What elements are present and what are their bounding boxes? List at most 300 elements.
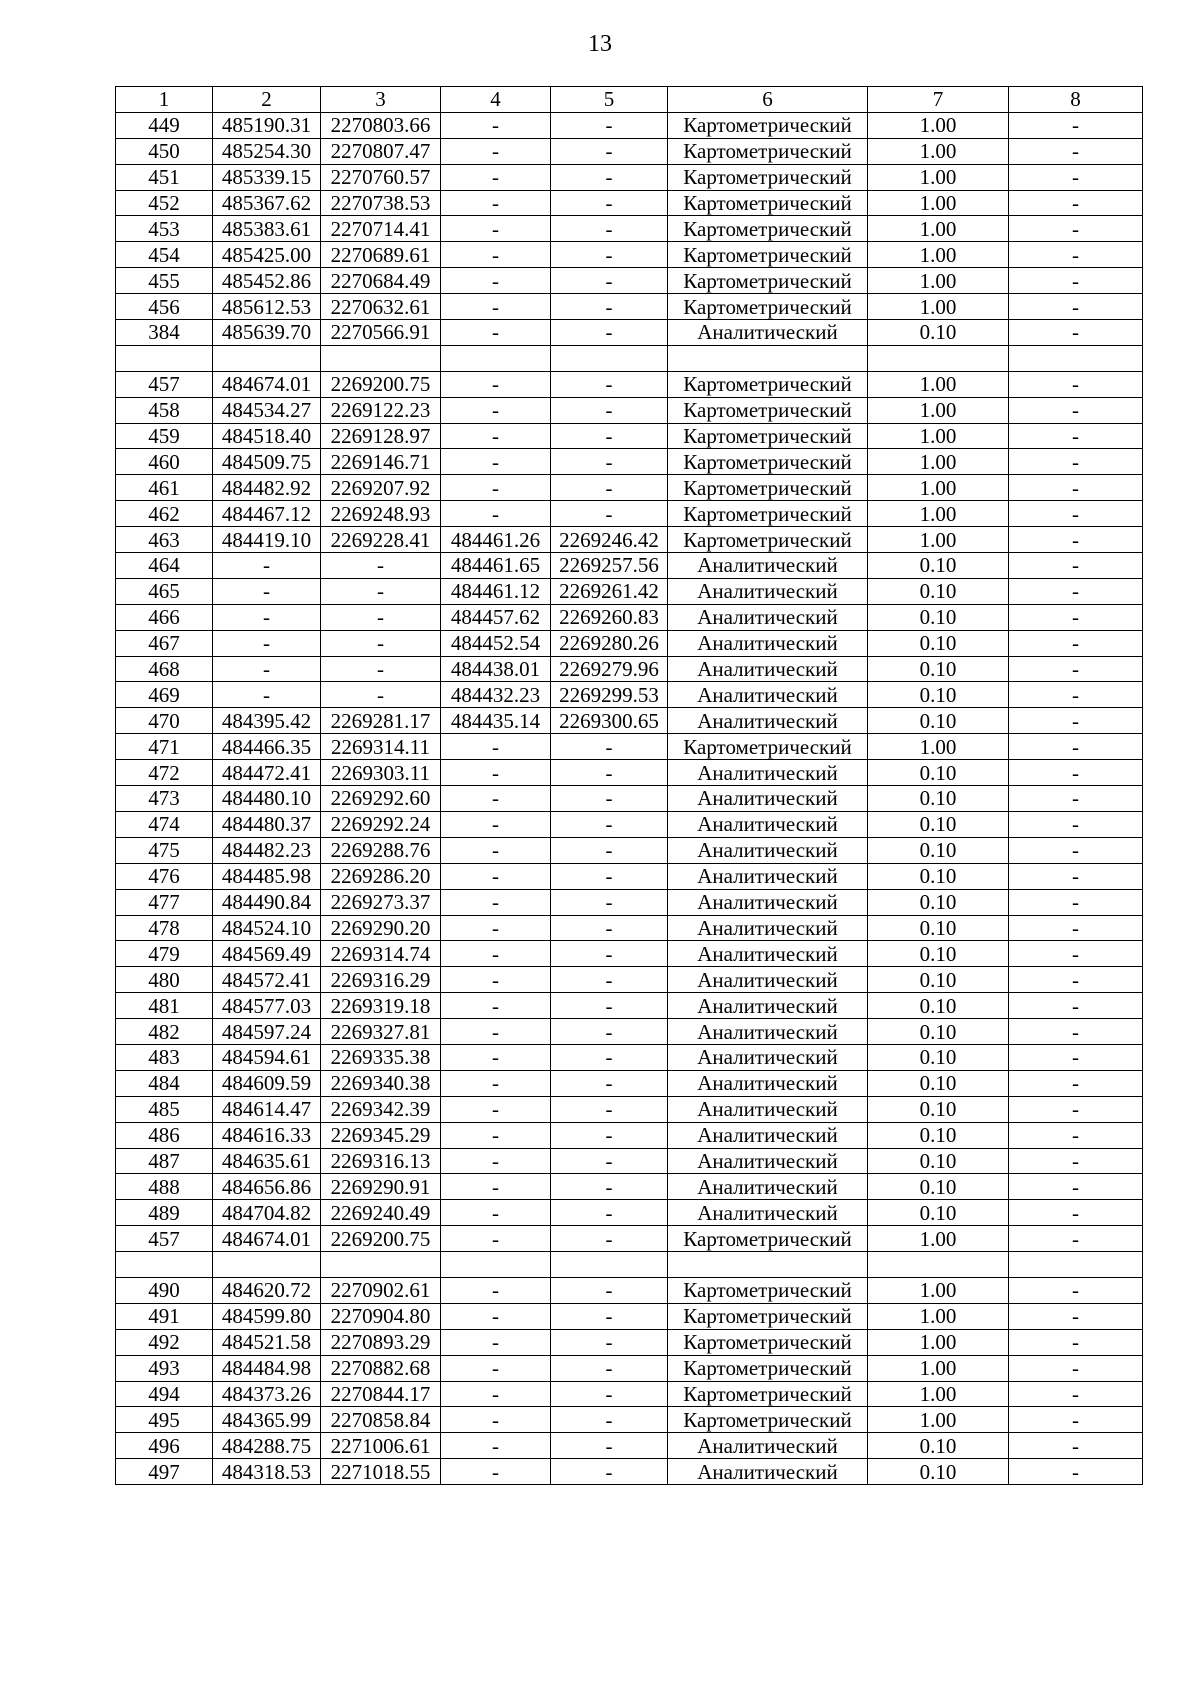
table-cell: 493	[116, 1355, 213, 1381]
table-cell: -	[1009, 889, 1143, 915]
table-cell: -	[1009, 371, 1143, 397]
table-cell: -	[551, 320, 668, 346]
table-cell: 2270689.61	[321, 242, 441, 268]
table-cell: Аналитический	[668, 1019, 868, 1045]
table-cell: -	[551, 1122, 668, 1148]
table-row	[116, 1148, 1143, 1174]
table-cell: -	[1009, 1355, 1143, 1381]
table-cell: 484597.24	[213, 1019, 321, 1045]
table-cell: 462	[116, 501, 213, 527]
table-cell: -	[551, 1277, 668, 1303]
table-cell: Картометрический	[668, 164, 868, 190]
table-cell: 484373.26	[213, 1381, 321, 1407]
table-cell: 2269273.37	[321, 889, 441, 915]
table-cell: 460	[116, 449, 213, 475]
table-row	[116, 1096, 1143, 1122]
table-cell	[213, 1252, 321, 1278]
table-cell: Картометрический	[668, 1407, 868, 1433]
table-cell: -	[1009, 993, 1143, 1019]
table-cell: 484577.03	[213, 993, 321, 1019]
table-cell: 481	[116, 993, 213, 1019]
table-cell: 484635.61	[213, 1148, 321, 1174]
table-cell: -	[1009, 1096, 1143, 1122]
table-cell: 2269290.91	[321, 1174, 441, 1200]
table-cell: 484	[116, 1070, 213, 1096]
table-cell: 478	[116, 915, 213, 941]
table-cell: Картометрический	[668, 1226, 868, 1252]
table-row	[116, 190, 1143, 216]
table-cell: -	[1009, 242, 1143, 268]
table-row	[116, 578, 1143, 604]
table-cell: -	[1009, 112, 1143, 138]
table-cell: 2270714.41	[321, 216, 441, 242]
column-header: 3	[321, 87, 441, 113]
table-row	[116, 1044, 1143, 1070]
table-cell: 1.00	[868, 294, 1009, 320]
table-cell: -	[213, 630, 321, 656]
table-cell: -	[1009, 527, 1143, 553]
table-cell: 2270807.47	[321, 138, 441, 164]
table-cell: 0.10	[868, 760, 1009, 786]
table-cell: -	[441, 1148, 551, 1174]
table-cell: 2270566.91	[321, 320, 441, 346]
table-cell: -	[551, 811, 668, 837]
table-cell: -	[441, 993, 551, 1019]
table-cell: Картометрический	[668, 734, 868, 760]
table-cell	[551, 1252, 668, 1278]
table-row	[116, 1303, 1143, 1329]
table-cell: 0.10	[868, 837, 1009, 863]
table-row	[116, 501, 1143, 527]
table-row	[116, 967, 1143, 993]
table-cell: 488	[116, 1174, 213, 1200]
table-cell: -	[551, 501, 668, 527]
table-cell: 2269260.83	[551, 604, 668, 630]
table-cell: 484438.01	[441, 656, 551, 682]
table-cell: -	[441, 811, 551, 837]
table-cell: 2269207.92	[321, 475, 441, 501]
table-cell: 0.10	[868, 553, 1009, 579]
table-cell: Аналитический	[668, 915, 868, 941]
table-cell: 450	[116, 138, 213, 164]
column-header: 7	[868, 87, 1009, 113]
table-row	[116, 1174, 1143, 1200]
table-cell: 2271006.61	[321, 1433, 441, 1459]
table-cell: -	[1009, 1044, 1143, 1070]
table-cell: 2269303.11	[321, 760, 441, 786]
table-cell: 484466.35	[213, 734, 321, 760]
table-row	[116, 1329, 1143, 1355]
table-cell: 484461.12	[441, 578, 551, 604]
table-cell: -	[1009, 682, 1143, 708]
table-cell: -	[441, 294, 551, 320]
table-cell: Аналитический	[668, 967, 868, 993]
table-cell: -	[551, 294, 668, 320]
table-cell: -	[1009, 1303, 1143, 1329]
table-cell: 474	[116, 811, 213, 837]
table-cell: -	[551, 1381, 668, 1407]
table-cell: 484674.01	[213, 1226, 321, 1252]
table-cell: -	[551, 760, 668, 786]
table-cell: -	[1009, 967, 1143, 993]
table-cell: 0.10	[868, 1096, 1009, 1122]
table-row	[116, 1019, 1143, 1045]
table-cell: Картометрический	[668, 190, 868, 216]
table-cell: -	[551, 837, 668, 863]
table-row	[116, 1122, 1143, 1148]
table-cell: 484609.59	[213, 1070, 321, 1096]
table-cell: -	[441, 1407, 551, 1433]
table-cell: -	[1009, 190, 1143, 216]
table-cell: 485425.00	[213, 242, 321, 268]
table-cell: 2269290.20	[321, 915, 441, 941]
table-cell: 2269292.60	[321, 786, 441, 812]
table-cell: 0.10	[868, 889, 1009, 915]
table-cell: -	[551, 786, 668, 812]
table-cell: -	[1009, 1148, 1143, 1174]
table-cell	[321, 345, 441, 371]
table-cell: -	[1009, 1070, 1143, 1096]
table-row	[116, 527, 1143, 553]
table-cell: -	[1009, 1226, 1143, 1252]
table-cell: 485339.15	[213, 164, 321, 190]
table-cell: Аналитический	[668, 1148, 868, 1174]
table-cell: -	[551, 1096, 668, 1122]
table-cell: -	[551, 889, 668, 915]
table-cell: 484480.37	[213, 811, 321, 837]
table-cell: Аналитический	[668, 604, 868, 630]
column-header: 2	[213, 87, 321, 113]
table-cell: 484620.72	[213, 1277, 321, 1303]
table-cell: 2269200.75	[321, 371, 441, 397]
table-cell: -	[441, 1433, 551, 1459]
table-cell: 1.00	[868, 242, 1009, 268]
table-cell: 1.00	[868, 1355, 1009, 1381]
table-cell: 0.10	[868, 915, 1009, 941]
table-cell: 484704.82	[213, 1200, 321, 1226]
table-cell: Аналитический	[668, 1200, 868, 1226]
table-cell: 496	[116, 1433, 213, 1459]
table-cell: Аналитический	[668, 578, 868, 604]
table-cell: Картометрический	[668, 527, 868, 553]
table-cell: 2269300.65	[551, 708, 668, 734]
table-row	[116, 1277, 1143, 1303]
table-cell: Аналитический	[668, 1070, 868, 1096]
table-cell: -	[551, 1200, 668, 1226]
table-cell: 480	[116, 967, 213, 993]
table-cell: -	[551, 1355, 668, 1381]
table-cell: 490	[116, 1277, 213, 1303]
table-cell: -	[1009, 294, 1143, 320]
table-cell: Картометрический	[668, 397, 868, 423]
table-cell: Аналитический	[668, 682, 868, 708]
table-cell: -	[441, 889, 551, 915]
table-cell: 484485.98	[213, 863, 321, 889]
table-cell: -	[441, 786, 551, 812]
table-cell: 1.00	[868, 1329, 1009, 1355]
table-cell: 470	[116, 708, 213, 734]
table-cell: 2269319.18	[321, 993, 441, 1019]
table-cell	[441, 345, 551, 371]
table-cell: -	[551, 1148, 668, 1174]
table-cell: 2269146.71	[321, 449, 441, 475]
table-cell: 484435.14	[441, 708, 551, 734]
table-cell: -	[551, 449, 668, 475]
table-cell: -	[1009, 216, 1143, 242]
table-cell: -	[551, 242, 668, 268]
table-cell	[321, 1252, 441, 1278]
table-cell: -	[441, 1044, 551, 1070]
table-cell: 1.00	[868, 371, 1009, 397]
table-row	[116, 216, 1143, 242]
table-cell: 484432.23	[441, 682, 551, 708]
table-cell	[868, 345, 1009, 371]
table-cell: -	[1009, 268, 1143, 294]
table-cell: -	[551, 734, 668, 760]
table-cell: -	[551, 112, 668, 138]
table-cell: -	[551, 138, 668, 164]
table-cell: 2271018.55	[321, 1459, 441, 1485]
table-cell: 476	[116, 863, 213, 889]
table-cell: -	[551, 371, 668, 397]
table-cell: 0.10	[868, 578, 1009, 604]
table-cell: -	[1009, 1174, 1143, 1200]
table-cell: Картометрический	[668, 1277, 868, 1303]
table-cell: -	[1009, 423, 1143, 449]
table-cell: -	[1009, 786, 1143, 812]
table-cell: Аналитический	[668, 889, 868, 915]
table-cell: -	[1009, 397, 1143, 423]
table-cell: 467	[116, 630, 213, 656]
table-cell: -	[551, 1329, 668, 1355]
table-cell: Картометрический	[668, 242, 868, 268]
table-cell	[1009, 345, 1143, 371]
table-cell	[551, 345, 668, 371]
table-cell: 2269316.13	[321, 1148, 441, 1174]
table-cell: 2270803.66	[321, 112, 441, 138]
table-cell: 2270893.29	[321, 1329, 441, 1355]
table-cell: -	[213, 656, 321, 682]
table-cell: 485452.86	[213, 268, 321, 294]
table-cell: 0.10	[868, 682, 1009, 708]
table-row	[116, 630, 1143, 656]
table-cell	[668, 345, 868, 371]
table-cell: 2269345.29	[321, 1122, 441, 1148]
table-cell: -	[441, 397, 551, 423]
column-header: 6	[668, 87, 868, 113]
table-cell: 456	[116, 294, 213, 320]
table-cell: 452	[116, 190, 213, 216]
table-cell: 451	[116, 164, 213, 190]
table-cell: 0.10	[868, 811, 1009, 837]
table-cell: 464	[116, 553, 213, 579]
table-cell: 0.10	[868, 1459, 1009, 1485]
table-cell: 484534.27	[213, 397, 321, 423]
table-cell: 484472.41	[213, 760, 321, 786]
table-cell: -	[1009, 656, 1143, 682]
table-cell: 1.00	[868, 397, 1009, 423]
table-cell: 477	[116, 889, 213, 915]
table-cell: 485254.30	[213, 138, 321, 164]
table-cell: 485367.62	[213, 190, 321, 216]
table-cell: Аналитический	[668, 1122, 868, 1148]
table-row	[116, 708, 1143, 734]
table-row	[116, 397, 1143, 423]
table-cell: -	[441, 164, 551, 190]
table-cell: -	[551, 268, 668, 294]
table-cell	[1009, 1252, 1143, 1278]
table-cell: -	[1009, 553, 1143, 579]
table-cell: -	[1009, 475, 1143, 501]
table-cell: 2269342.39	[321, 1096, 441, 1122]
table-cell: -	[441, 967, 551, 993]
table-cell	[116, 1252, 213, 1278]
table-cell: 484365.99	[213, 1407, 321, 1433]
table-row	[116, 656, 1143, 682]
table-cell: 2270844.17	[321, 1381, 441, 1407]
table-cell: 2269314.11	[321, 734, 441, 760]
table-cell: 473	[116, 786, 213, 812]
table-cell: -	[1009, 708, 1143, 734]
table-cell: 484480.10	[213, 786, 321, 812]
table-row	[116, 993, 1143, 1019]
table-cell: -	[441, 1329, 551, 1355]
table-row	[116, 345, 1143, 371]
table-cell: 2269316.29	[321, 967, 441, 993]
table-cell: 485639.70	[213, 320, 321, 346]
table-row	[116, 112, 1143, 138]
table-cell: 2270760.57	[321, 164, 441, 190]
table-cell: 484599.80	[213, 1303, 321, 1329]
table-row	[116, 1459, 1143, 1485]
table-cell: 1.00	[868, 527, 1009, 553]
table-cell: 484461.26	[441, 527, 551, 553]
table-cell: 2270738.53	[321, 190, 441, 216]
table-cell: 454	[116, 242, 213, 268]
table-cell: 484656.86	[213, 1174, 321, 1200]
table-cell: 2269122.23	[321, 397, 441, 423]
table-cell: 0.10	[868, 604, 1009, 630]
table-cell: 0.10	[868, 1174, 1009, 1200]
table-cell: 484518.40	[213, 423, 321, 449]
table-cell: -	[441, 837, 551, 863]
table-cell: 2269286.20	[321, 863, 441, 889]
table-row	[116, 915, 1143, 941]
table-row	[116, 1433, 1143, 1459]
coordinates-table	[115, 86, 1143, 1485]
table-cell: Аналитический	[668, 630, 868, 656]
table-cell: Аналитический	[668, 993, 868, 1019]
table-cell: 2269327.81	[321, 1019, 441, 1045]
table-cell: 1.00	[868, 268, 1009, 294]
table-row	[116, 1200, 1143, 1226]
table-cell: Картометрический	[668, 423, 868, 449]
table-cell: 484674.01	[213, 371, 321, 397]
column-header: 4	[441, 87, 551, 113]
table-cell: 0.10	[868, 1019, 1009, 1045]
table-cell: -	[551, 915, 668, 941]
table-cell: -	[1009, 1277, 1143, 1303]
table-cell: Картометрический	[668, 1355, 868, 1381]
table-cell: -	[1009, 863, 1143, 889]
table-cell: -	[441, 216, 551, 242]
table-cell: 0.10	[868, 1433, 1009, 1459]
table-cell: 497	[116, 1459, 213, 1485]
column-header: 1	[116, 87, 213, 113]
table-cell: Картометрический	[668, 475, 868, 501]
table-cell: 457	[116, 1226, 213, 1252]
table-cell: -	[1009, 138, 1143, 164]
table-cell: 479	[116, 941, 213, 967]
table-cell: 1.00	[868, 1381, 1009, 1407]
table-cell: -	[441, 1226, 551, 1252]
table-cell: -	[1009, 630, 1143, 656]
table-cell: -	[441, 1019, 551, 1045]
table-cell: -	[321, 630, 441, 656]
table-cell: 2270904.80	[321, 1303, 441, 1329]
column-header: 5	[551, 87, 668, 113]
table-cell: -	[551, 1019, 668, 1045]
table-cell: -	[551, 423, 668, 449]
table-cell: Картометрический	[668, 112, 868, 138]
table-cell: -	[441, 190, 551, 216]
table-cell: 484461.65	[441, 553, 551, 579]
table-cell	[213, 345, 321, 371]
table-cell: 2269292.24	[321, 811, 441, 837]
table-cell: -	[1009, 604, 1143, 630]
table-cell: 484521.58	[213, 1329, 321, 1355]
table-cell: 0.10	[868, 1070, 1009, 1096]
table-cell: Картометрический	[668, 1381, 868, 1407]
table-cell: -	[551, 475, 668, 501]
table-cell: -	[441, 1200, 551, 1226]
table-cell: 484482.23	[213, 837, 321, 863]
table-cell: -	[321, 604, 441, 630]
table-cell: Картометрический	[668, 138, 868, 164]
table-cell: -	[1009, 1019, 1143, 1045]
table-cell: 461	[116, 475, 213, 501]
table-cell: Аналитический	[668, 837, 868, 863]
table-cell: 484482.92	[213, 475, 321, 501]
table-cell: 449	[116, 112, 213, 138]
table-cell: -	[551, 967, 668, 993]
table-cell: -	[213, 604, 321, 630]
table-row	[116, 138, 1143, 164]
table-cell: Аналитический	[668, 1459, 868, 1485]
table-cell: 1.00	[868, 475, 1009, 501]
table-cell: 484457.62	[441, 604, 551, 630]
table-cell: 475	[116, 837, 213, 863]
table-cell: -	[441, 1303, 551, 1329]
table-cell: 484490.84	[213, 889, 321, 915]
table-row	[116, 811, 1143, 837]
table-cell: -	[441, 242, 551, 268]
table-cell: Аналитический	[668, 760, 868, 786]
table-cell: 463	[116, 527, 213, 553]
table-cell: 1.00	[868, 449, 1009, 475]
table-cell: Аналитический	[668, 320, 868, 346]
table-cell: -	[1009, 449, 1143, 475]
table-cell: -	[321, 553, 441, 579]
table-cell: 2270632.61	[321, 294, 441, 320]
table-cell: 2269314.74	[321, 941, 441, 967]
table-cell: Аналитический	[668, 1044, 868, 1070]
table-cell: 489	[116, 1200, 213, 1226]
table-cell: -	[1009, 1122, 1143, 1148]
table-cell: 2270684.49	[321, 268, 441, 294]
table-cell: 0.10	[868, 1200, 1009, 1226]
table-cell: 453	[116, 216, 213, 242]
